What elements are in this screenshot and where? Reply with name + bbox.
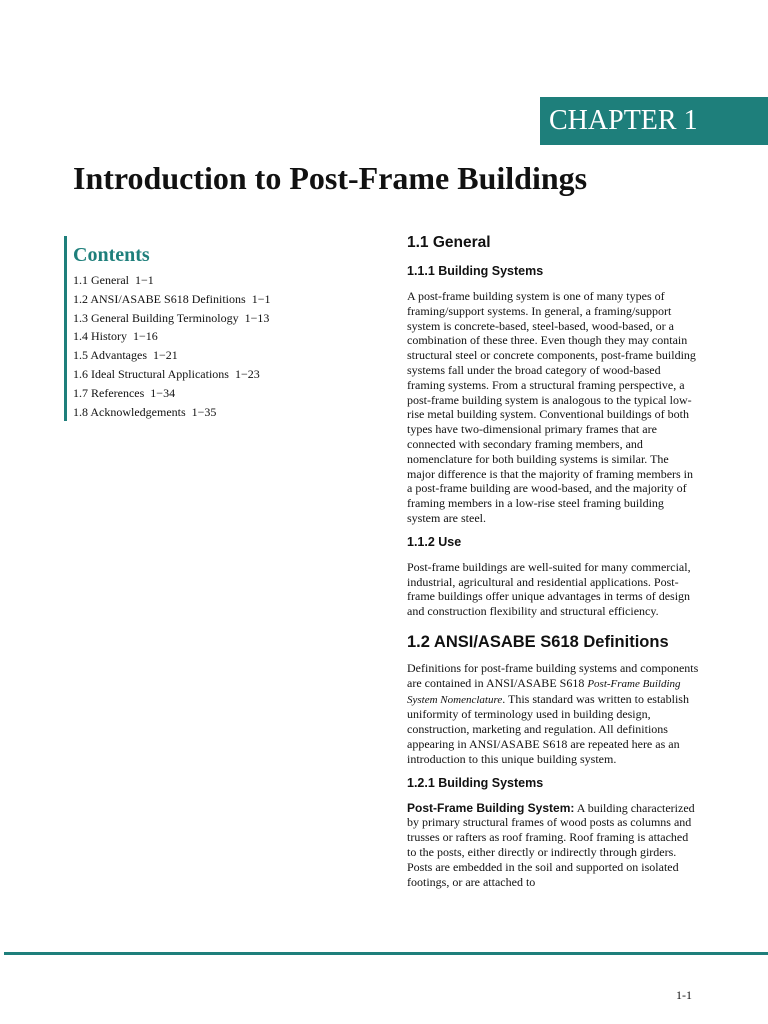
subsection-heading-1-1-2: 1.1.2 Use bbox=[407, 534, 462, 549]
toc-item-label: 1.8 Acknowledgements bbox=[73, 404, 186, 419]
definition-text: A building characterized by primary structural frames of wood posts as columns and trusses or rafters as roof framing. Roof framing is attached to the posts, either directly or indirectly through girders. Posts are embedded in the soil and supported on isolated footings, or are attached to bbox=[407, 800, 695, 889]
paragraph-post-frame-definition bbox=[407, 801, 699, 890]
toc-item[interactable] bbox=[73, 271, 333, 290]
toc-item[interactable] bbox=[73, 365, 333, 384]
definitions-text-end: . This standard was written to establish uniformity of terminology used in building design, construction, marketing and regulation. All definitions appearing in ANSI/ASABE S618 are repeated here as an introduction to this unique building system. bbox=[407, 691, 689, 766]
section-heading-1-2: 1.2 ANSI/ASABE S618 Definitions bbox=[407, 632, 669, 651]
subsection-heading-1-1-1: 1.1.1 Building Systems bbox=[407, 264, 544, 278]
toc-item-page: 1−34 bbox=[150, 385, 176, 400]
paragraph-use: Post-frame buildings are well-suited for many commercial, industrial, agricultural and residential applications. Post-frame buildings offer unique advantages in terms of design and construction flexibility and structural efficiency. bbox=[407, 559, 691, 619]
toc-item-label: 1.4 History bbox=[73, 329, 127, 344]
toc-item-label: 1.5 Advantages bbox=[73, 348, 147, 363]
contents-box bbox=[64, 236, 333, 421]
definition-term: Post-Frame Building System: bbox=[407, 800, 575, 815]
toc-item-label: 1.2 ANSI/ASABE S618 Definitions bbox=[73, 291, 246, 306]
footer-rule bbox=[4, 952, 768, 955]
toc-item[interactable] bbox=[73, 309, 333, 328]
chapter-label: CHAPTER 1 bbox=[540, 97, 768, 145]
toc-item-page: 1−16 bbox=[133, 329, 158, 344]
toc-item[interactable] bbox=[73, 290, 333, 309]
subsection-heading-1-2-1: 1.2.1 Building Systems bbox=[407, 775, 544, 790]
toc-item-label: 1.3 General Building Terminology bbox=[73, 310, 239, 325]
standard-title: Post-Frame Building System Nomenclature bbox=[407, 677, 681, 706]
contents-heading: Contents bbox=[73, 244, 150, 266]
page-number: 1-1 bbox=[676, 988, 692, 1002]
toc-item[interactable] bbox=[73, 384, 333, 403]
toc-item[interactable] bbox=[73, 327, 333, 346]
toc-item[interactable] bbox=[73, 403, 333, 422]
toc-item-label: 1.1 General bbox=[73, 273, 129, 287]
toc-item-label: 1.6 Ideal Structural Applications bbox=[73, 366, 229, 381]
toc-item[interactable] bbox=[73, 346, 333, 365]
toc-item-page: 1−13 bbox=[244, 310, 270, 325]
toc-item-page: 1−23 bbox=[234, 366, 260, 381]
toc-item-page: 1−21 bbox=[153, 348, 178, 363]
definitions-text-start: Definitions for post-frame building systems and components are contained in ANSI/ASABE S618 bbox=[407, 660, 699, 690]
toc-item-page: 1−1 bbox=[251, 291, 271, 306]
toc-item-page: 1−35 bbox=[191, 404, 217, 419]
contents-list bbox=[73, 271, 333, 421]
toc-item-page: 1−1 bbox=[134, 273, 154, 287]
paragraph-building-systems: A post-frame building system is one of many types of framing/support systems. In general, a framing/support system is concrete-based, steel-based, wood-based, or a combination of these three. Even though they may contain structural steel or concrete components, post-frame building systems fall under the broad category of wood-based framing systems. From a structural framing perspective, a post-frame building system is analogous to the typical low-rise metal building system. Conventional buildings of both types have two-dimensional primary frames that are connected with secondary framing members, and nomenclature for both building systems is similar. The major difference is that the majority of framing members in a post-frame building are wood-based, and the majority of framing members in a low-rise steel framing building system are steel. bbox=[407, 289, 696, 525]
section-heading-1-1: 1.1 General bbox=[407, 234, 491, 251]
page-title: Introduction to Post-Frame Buildings bbox=[73, 160, 588, 196]
toc-item-label: 1.7 References bbox=[73, 385, 145, 400]
main-column bbox=[407, 232, 699, 897]
paragraph-definitions bbox=[407, 661, 699, 767]
